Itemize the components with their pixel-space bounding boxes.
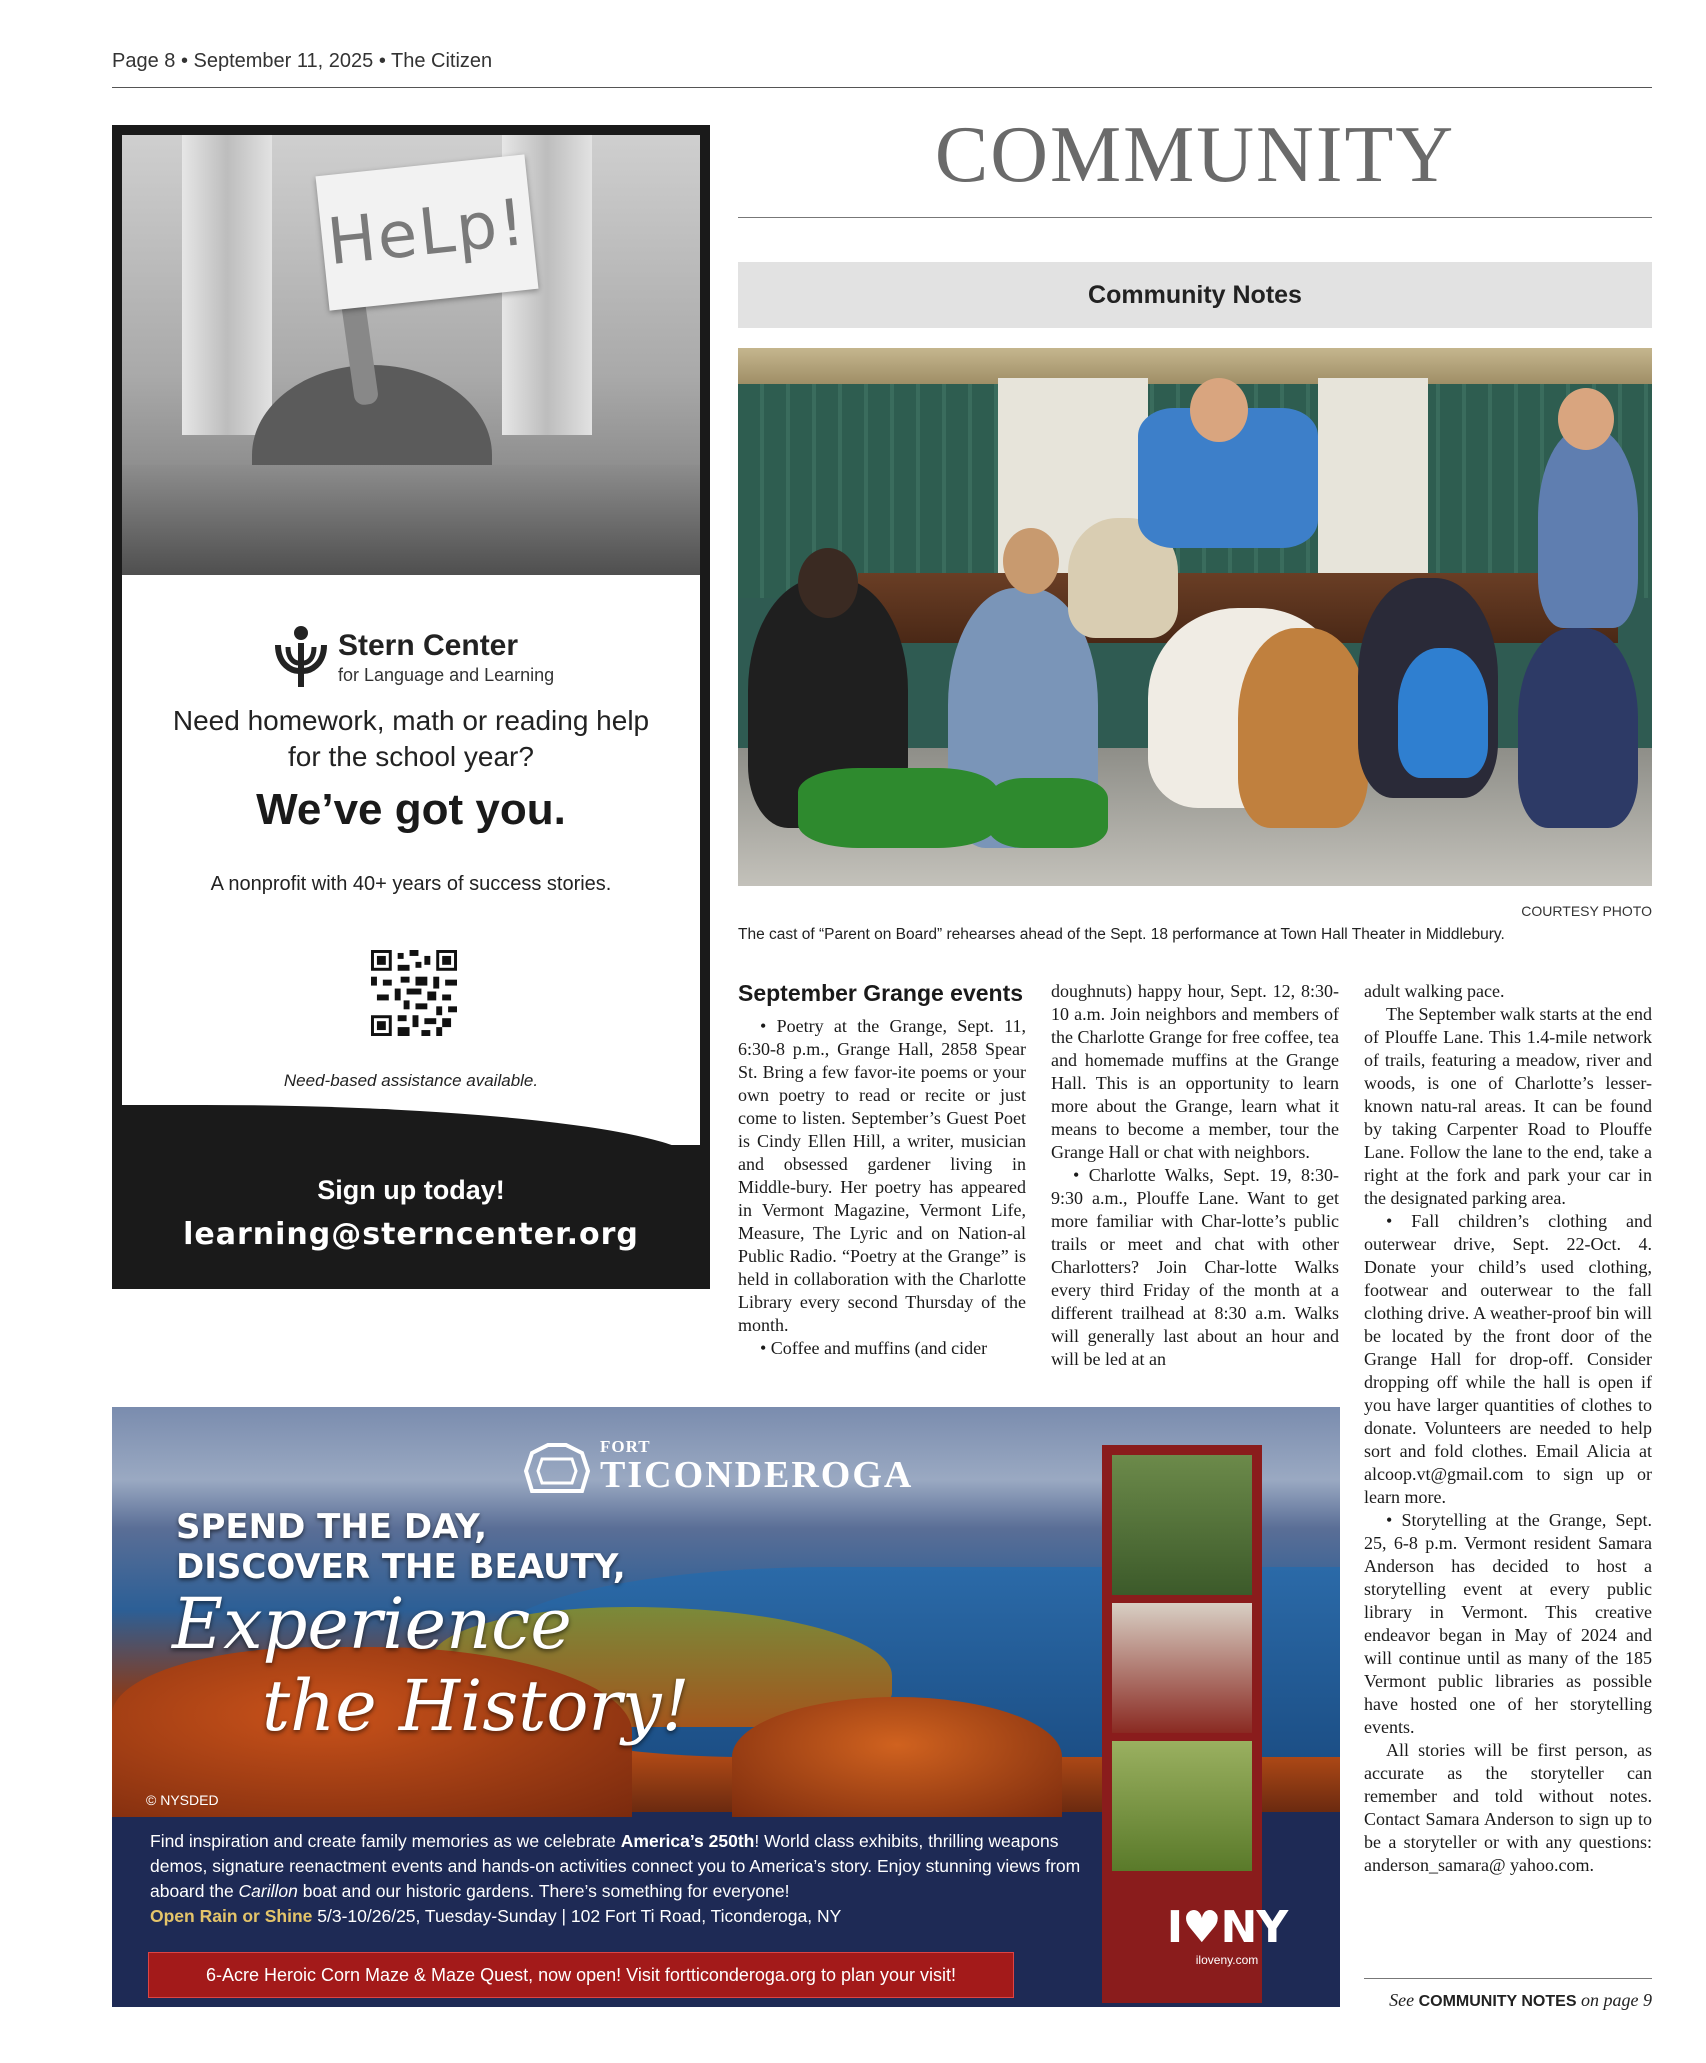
ti-logo-fort: FORT — [600, 1437, 651, 1456]
photo-ceiling — [738, 348, 1652, 384]
article-headline: September Grange events — [738, 980, 1024, 1006]
ti-logo-name: TICONDEROGA — [600, 1454, 914, 1496]
ti-body-text — [150, 1829, 1110, 1929]
ti-script-line1: Experience — [172, 1583, 572, 1665]
ti-tagline — [176, 1507, 626, 1587]
photo-credit: COURTESY PHOTO — [1521, 903, 1652, 919]
cast-member — [1518, 628, 1638, 828]
jump-line[interactable] — [1364, 1990, 1652, 2011]
ti-script-line2: the History! — [262, 1665, 690, 1747]
community-notes-label: Community Notes — [1088, 280, 1302, 309]
help-sign-text: HeLp! — [323, 185, 531, 280]
i-love-ny-logo — [1162, 1902, 1292, 1967]
ti-body-part: boat and our historic gardens. There’s something for everyone! — [297, 1881, 790, 1901]
ti-hours-label: Open Rain or Shine — [150, 1906, 313, 1926]
article-column-3 — [1364, 980, 1652, 1877]
ti-body-bold: America’s 250th — [620, 1831, 755, 1851]
ti-tagline-line2: DISCOVER THE BEAUTY, — [176, 1547, 626, 1587]
ti-banner-text: 6-Acre Heroic Corn Maze & Maze Quest, now open! Visit fortticonderoga.org to plan your visit! — [205, 1964, 956, 1985]
header-rule — [112, 87, 1652, 88]
article-column-2 — [1051, 980, 1339, 1371]
ti-photo-credit: © NYSDED — [146, 1792, 219, 1808]
cast-member-head — [1190, 378, 1248, 442]
article-paragraph: The September walk starts at the end of Plouffe Lane. This 1.4-mile network of trails, featuring a meadow, river and woods, is one of Charlotte’s lesser-known natu-ral areas. It can be found by taking Carpenter Road to Plouffe Lane. Follow the lane to the end, take a right at the fork and park your car in the designated parking area. — [1364, 1004, 1652, 1208]
stern-logo-name: Stern Center — [338, 629, 519, 662]
stern-logo-subtitle: for Language and Learning — [338, 665, 555, 685]
stern-ad-inner — [122, 135, 700, 1269]
ti-body-part: ! World class exhibits, thrilling weapons demos, signature reenactment events and hands-on activities connect you to America’s story. Enjoy stunning views from aboard the — [150, 1831, 1081, 1901]
window-panel — [182, 135, 272, 435]
ti-corn-maze-banner[interactable] — [148, 1952, 1014, 1998]
ti-hours-text: 5/3-10/26/25, Tuesday-Sunday | 102 Fort Ti Road, Ticonderoga, NY — [312, 1906, 842, 1926]
jump-line-suffix: on page 9 — [1581, 1990, 1652, 2010]
fort-outline-icon — [522, 1441, 592, 1499]
article-paragraph: All stories will be first person, as accurate as the storyteller can remember and told without notes. Contact Samara Anderson to sign up to be a storyteller or with any questions: anderson_samara@ yahoo.com. — [1364, 1740, 1652, 1875]
jump-line-rule — [1364, 1978, 1652, 1979]
hopper-toy — [1398, 648, 1488, 778]
ti-photo-corn-maze — [1112, 1741, 1252, 1871]
stern-question-line1: Need homework, math or reading help — [172, 705, 650, 736]
article-paragraph: • Fall children’s clothing and outerwear drive, Sept. 22-Oct. 4. Donate your child’s used clothing, footwear and outerwear to the fall clothing drive. A weather-proof bin will be located by the front door of the Grange Hall for drop-off. Consider dropping off while the hall is open if you have larger quantities of clothes to donate. Volunteers are needed to help sort and fold clothes. Email Alicia at alcoop.vt@gmail.com to sign up or learn more. — [1364, 1211, 1652, 1507]
cast-member-head — [798, 548, 858, 618]
autumn-foliage — [732, 1697, 1062, 1817]
cast-member — [1538, 428, 1638, 628]
cast-member-head — [1558, 388, 1614, 450]
article-paragraph: • Coffee and muffins (and cider — [760, 1338, 988, 1358]
ti-photo-colonial-figures — [1112, 1603, 1252, 1733]
fort-ticonderoga-logo — [522, 1437, 914, 1503]
cast-photo — [738, 348, 1652, 886]
ti-body-italic: Carillon — [238, 1881, 298, 1901]
stern-question — [122, 703, 700, 775]
deer-toy — [1238, 628, 1368, 828]
ti-tagline-line1: SPEND THE DAY, — [176, 1507, 488, 1547]
i-love-ny-mark: I♥NY — [1166, 1902, 1288, 1953]
fort-ticonderoga-ad[interactable] — [112, 1407, 1340, 2007]
stern-leaf-icon — [272, 625, 330, 689]
article-paragraph: doughnuts) happy hour, Sept. 12, 8:30-10 a.m. Join neighbors and members of the Charlotte Grange for free coffee, tea and homemade muffins at the Grange Hall. This is an opportunity to learn more about the Grange, learn what it means to become a member, tour the Grange Hall or chat with neighbors. — [1051, 981, 1340, 1162]
ti-photo-reenactment — [1112, 1455, 1252, 1595]
help-sign — [316, 154, 539, 310]
stern-nonprofit-line: A nonprofit with 40+ years of success stories. — [210, 873, 612, 895]
stern-ad-photo — [122, 135, 700, 575]
article-paragraph: • Poetry at the Grange, Sept. 11, 6:30-8 p.m., Grange Hall, 2858 Spear St. Bring a few favor-ite poems or your own poetry to read or recite or just come to listen. September’s Guest Poet is Cindy Ellen Hill, a writer, musician and obsessed gardener living in Middle-bury. Her poetry has appeared in Vermont Magazine, Vermont Life, Measure, The Lyric and on Nation-al Public Radio. “Poetry at the Grange” is held in collaboration with the Charlotte Library every second Thursday of the month. — [738, 1016, 1026, 1335]
stern-need-based-note: Need-based assistance available. — [283, 1071, 539, 1090]
article-column-1 — [738, 1015, 1026, 1360]
community-notes-bar — [738, 262, 1652, 328]
jump-line-section: COMMUNITY NOTES — [1418, 1993, 1577, 2010]
qr-code-icon[interactable] — [371, 950, 457, 1036]
section-rule — [738, 217, 1652, 218]
photo-caption: The cast of “Parent on Board” rehearses ahead of the Sept. 18 performance at Town Hall Theater in Middlebury. — [738, 926, 1505, 943]
jump-line-prefix: See — [1389, 1990, 1415, 2010]
i-love-ny-url: iloveny.com — [1195, 1953, 1259, 1967]
stern-center-ad[interactable] — [112, 125, 710, 1289]
toy-tractor — [798, 768, 998, 848]
article-paragraph: • Storytelling at the Grange, Sept. 25, 6-8 p.m. Vermont resident Samara Anderson has decided to host a storytelling event at every public library in Vermont. This creative endeavor began in May of 2024 and will continue until as many of the 185 Vermont public libraries as possible have hosted one of her storytelling events. — [1364, 1510, 1652, 1737]
stern-question-line2: for the school year? — [288, 741, 534, 772]
section-title: COMMUNITY — [934, 111, 1456, 199]
desk — [122, 465, 700, 575]
cast-member-head — [1003, 528, 1059, 594]
article-paragraph: • Charlotte Walks, Sept. 19, 8:30-9:30 a.m., Plouffe Lane. Want to get more familiar with Char-lotte’s public trails or meet and chat with other Charlotters? Join Char-lotte Walks every third Friday of the month at a different trailhead at 8:30 a.m. Walks will generally last about an hour and will be led at an — [1051, 1165, 1339, 1369]
stern-center-logo — [272, 625, 562, 691]
article-paragraph: adult walking pace. — [1364, 981, 1505, 1001]
stern-signup-cta[interactable]: Sign up today! — [317, 1175, 505, 1205]
stern-email-link[interactable]: learning@sterncenter.org — [183, 1217, 639, 1252]
ti-body-part: Find inspiration and create family memories as we celebrate — [150, 1831, 621, 1851]
page-header: Page 8 • September 11, 2025 • The Citizen — [112, 50, 493, 72]
toy-tractor — [988, 778, 1108, 848]
stern-headline: We’ve got you. — [256, 785, 566, 834]
